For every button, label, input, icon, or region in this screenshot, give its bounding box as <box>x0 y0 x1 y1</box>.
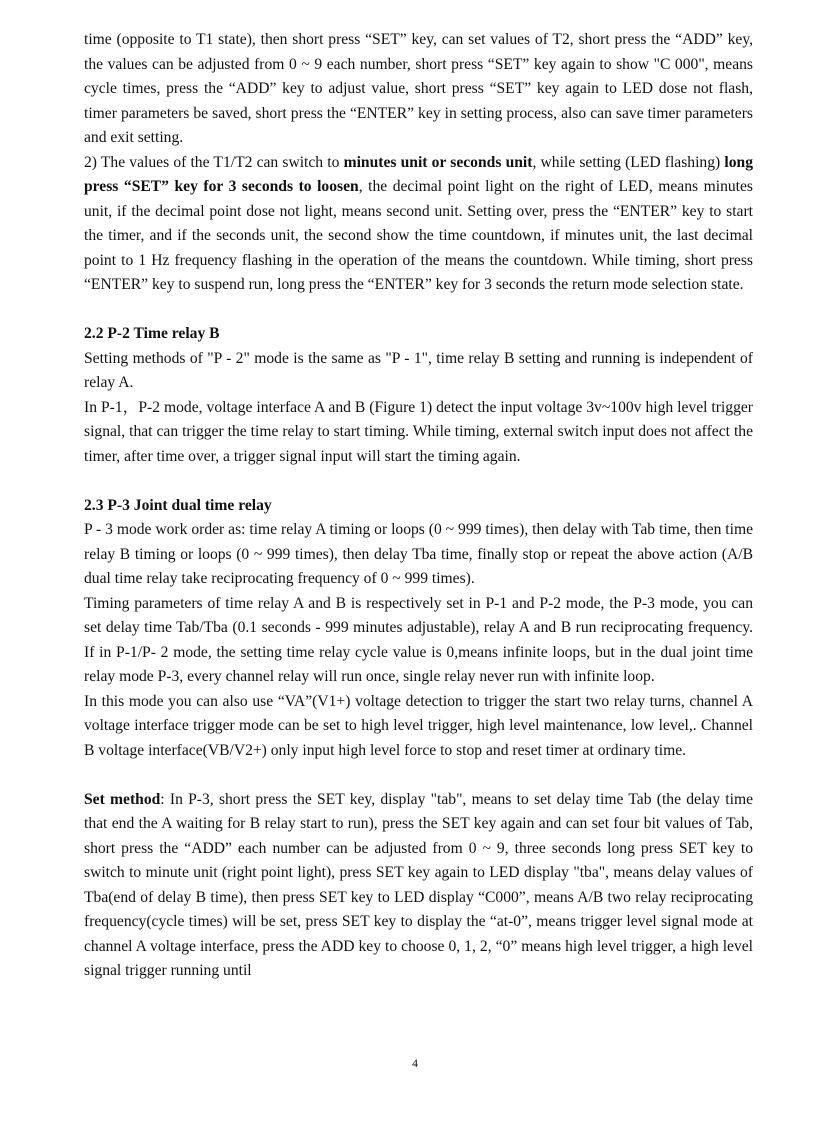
item-2-text-1: 2) The values of the T1/T2 can switch to <box>84 153 344 171</box>
set-method-label: Set method <box>84 790 161 808</box>
continuation-paragraph: time (opposite to T1 state), then short press “SET” key, can set values of T2, short press the “ADD” key, the values can be adjusted from 0 ~ 9 each number, short press “SET” key again to show "C 000", means cycle times, press the “ADD” key to adjust value, short press “SET” key again to LED dose not flash, timer parameters be saved, short press the “ENTER” key in setting process, also can save timer parameters and exit setting. <box>84 31 753 146</box>
set-method-paragraph <box>84 788 753 984</box>
section-2-3-paragraph-1: P - 3 mode work order as: time relay A timing or loops (0 ~ 999 times), then delay with Tab time, then time relay B timing or loops (0 ~ 999 times), then delay Tba time, finally stop or repeat the above action (A/B dual time relay take reciprocating frequency of 0 ~ 999 times). <box>84 521 753 587</box>
item-2-paragraph <box>84 151 753 298</box>
item-2-bold-long-press: long press “SET” key for 3 seconds to loosen <box>84 153 753 195</box>
page-content <box>84 28 753 984</box>
section-gap <box>84 469 753 494</box>
section-gap <box>84 763 753 788</box>
section-gap <box>84 298 753 323</box>
item-2-bold-units: minutes unit or seconds unit <box>343 153 533 171</box>
section-2-2-paragraph-2: In P-1，P-2 mode, voltage interface A and B (Figure 1) detect the input voltage 3v~100v high level trigger signal, that can trigger the time relay to start timing. While timing, external switch input does not affect the timer, after time over, a trigger signal input will start the timing again. <box>84 398 753 465</box>
section-2-3-paragraph-2: Timing parameters of time relay A and B is respectively set in P-1 and P-2 mode, the P-3 mode, you can set delay time Tab/Tba (0.1 seconds - 999 minutes adjustable), relay A and B run reciprocating frequency. If in P-1/P- 2 mode, the setting time relay cycle value is 0,means infinite loops, but in the dual joint time relay mode P-3, every channel relay will run once, single relay never run with infinite loop. <box>84 594 753 685</box>
item-2-text-2: , while setting (LED flashing) <box>532 153 725 171</box>
section-2-3-paragraph-3: In this mode you can also use “VA”(V1+) voltage detection to trigger the start two relay turns, channel A voltage interface trigger mode can be set to high level trigger, high level maintenance, low level,. Channel B voltage interface(VB/V2+) only input high level force to stop and reset timer at ordinary time. <box>84 692 753 759</box>
section-2-3-heading: 2.3 P-3 Joint dual time relay <box>84 496 272 514</box>
set-method-text: : In P-3, short press the SET key, display "tab", means to set delay time Tab (the delay time that end the A waiting for B relay start to run), press the SET key again and can set four bit values of Tab, short press the “ADD” each number can be adjusted from 0 ~ 9, three seconds long press SET key to switch to minute unit (right point light), press SET key again to LED display "tba", means delay values of Tba(end of delay B time), then press SET key to LED display “C000”, means A/B two relay reciprocating frequency(cycle times) will be set, press SET key to display the “at-0”, means trigger level signal mode at channel A voltage interface, press the ADD key to choose 0, 1, 2, “0” means high level trigger, a high level signal trigger running until <box>84 790 754 979</box>
section-2-2-paragraph-1: Setting methods of "P - 2" mode is the same as "P - 1", time relay B setting and running is independent of relay A. <box>84 349 753 391</box>
section-2-2-heading: 2.2 P-2 Time relay B <box>84 325 220 342</box>
page-number: 4 <box>412 1056 418 1070</box>
item-2-text-3: , the decimal point light on the right of LED, means minutes unit, if the decimal point dose not light, means second unit. Setting over, press the “ENTER” key to start the timer, and if the seconds unit, the second show the time countdown, if minutes unit, the last decimal point to 1 Hz frequency flashing in the operation of the means the countdown. While timing, short press “ENTER” key to suspend run, long press the “ENTER” key for 3 seconds the return mode selection state. <box>84 178 753 293</box>
